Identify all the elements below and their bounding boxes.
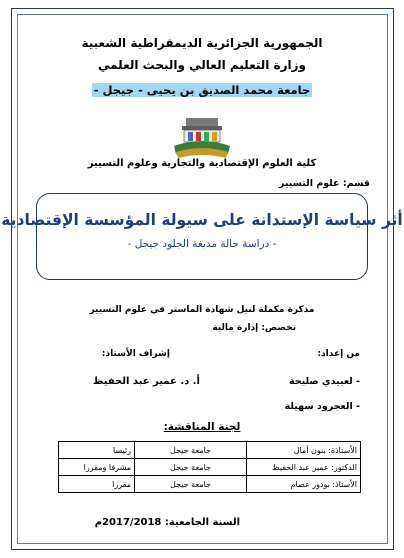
table-row	[59, 476, 361, 493]
table-row	[59, 459, 361, 476]
thesis-subtitle: - دراسة حالة مدبغة الجلود جيجل -	[127, 238, 277, 250]
jury-member-university: جامعة جيجل	[135, 459, 247, 476]
student-name: - العجرود سهيلة	[284, 401, 360, 412]
jury-member-university: جامعة جيجل	[135, 476, 247, 493]
table-row	[59, 442, 361, 459]
supervisor-name: أ. د. عمير عبد الحفيظ	[93, 376, 200, 387]
prepared-by-label: من إعداد:	[317, 349, 360, 359]
specialization-line: تخصص: إدارة مالية	[212, 323, 296, 333]
jury-title	[0, 421, 404, 433]
title-box	[36, 193, 368, 280]
jury-member-name: الأستاذة: بنون أمال	[247, 442, 361, 459]
department-line: قسم: علوم التسيير	[278, 178, 370, 189]
faculty-line: كلية العلوم الإقتصادية والتجارية وعلوم التسيير	[87, 158, 317, 169]
jury-member-role: رئيسا	[59, 442, 135, 459]
supervisor-label: إشراف الأستاذ:	[101, 349, 170, 359]
jury-table	[58, 441, 361, 493]
university-line	[0, 79, 404, 98]
ministry-line: وزارة التعليم العالي والبحث العلمي	[97, 58, 307, 72]
academic-year: السنة الجامعية: 2017/2018م	[94, 517, 240, 528]
jury-title-text: لجنة المناقشة:	[163, 421, 241, 433]
republic-line: الجمهورية الجزائرية الديمقراطية الشعبية	[81, 36, 323, 50]
jury-member-role: مقررا	[59, 476, 135, 493]
student-name: - لعبيدي صليحة	[289, 376, 360, 387]
jury-member-role: مشرفا ومقررا	[59, 459, 135, 476]
jury-member-name: الدكتور: عمير عبد الحفيظ	[247, 459, 361, 476]
memo-line: مذكرة مكملة لنيل شهادة الماستر في علوم التسيير	[89, 305, 315, 315]
jury-member-name: الأستاذ: بودور عصام	[247, 476, 361, 493]
thesis-title: أثر سياسة الإستدانة على سيولة المؤسسة الإقتصادية	[1, 211, 403, 229]
university-name: جامعة محمد الصديق بن يحيى - جيجل -	[93, 83, 311, 97]
jury-member-university: جامعة جيجل	[135, 442, 247, 459]
university-logo	[170, 116, 234, 160]
